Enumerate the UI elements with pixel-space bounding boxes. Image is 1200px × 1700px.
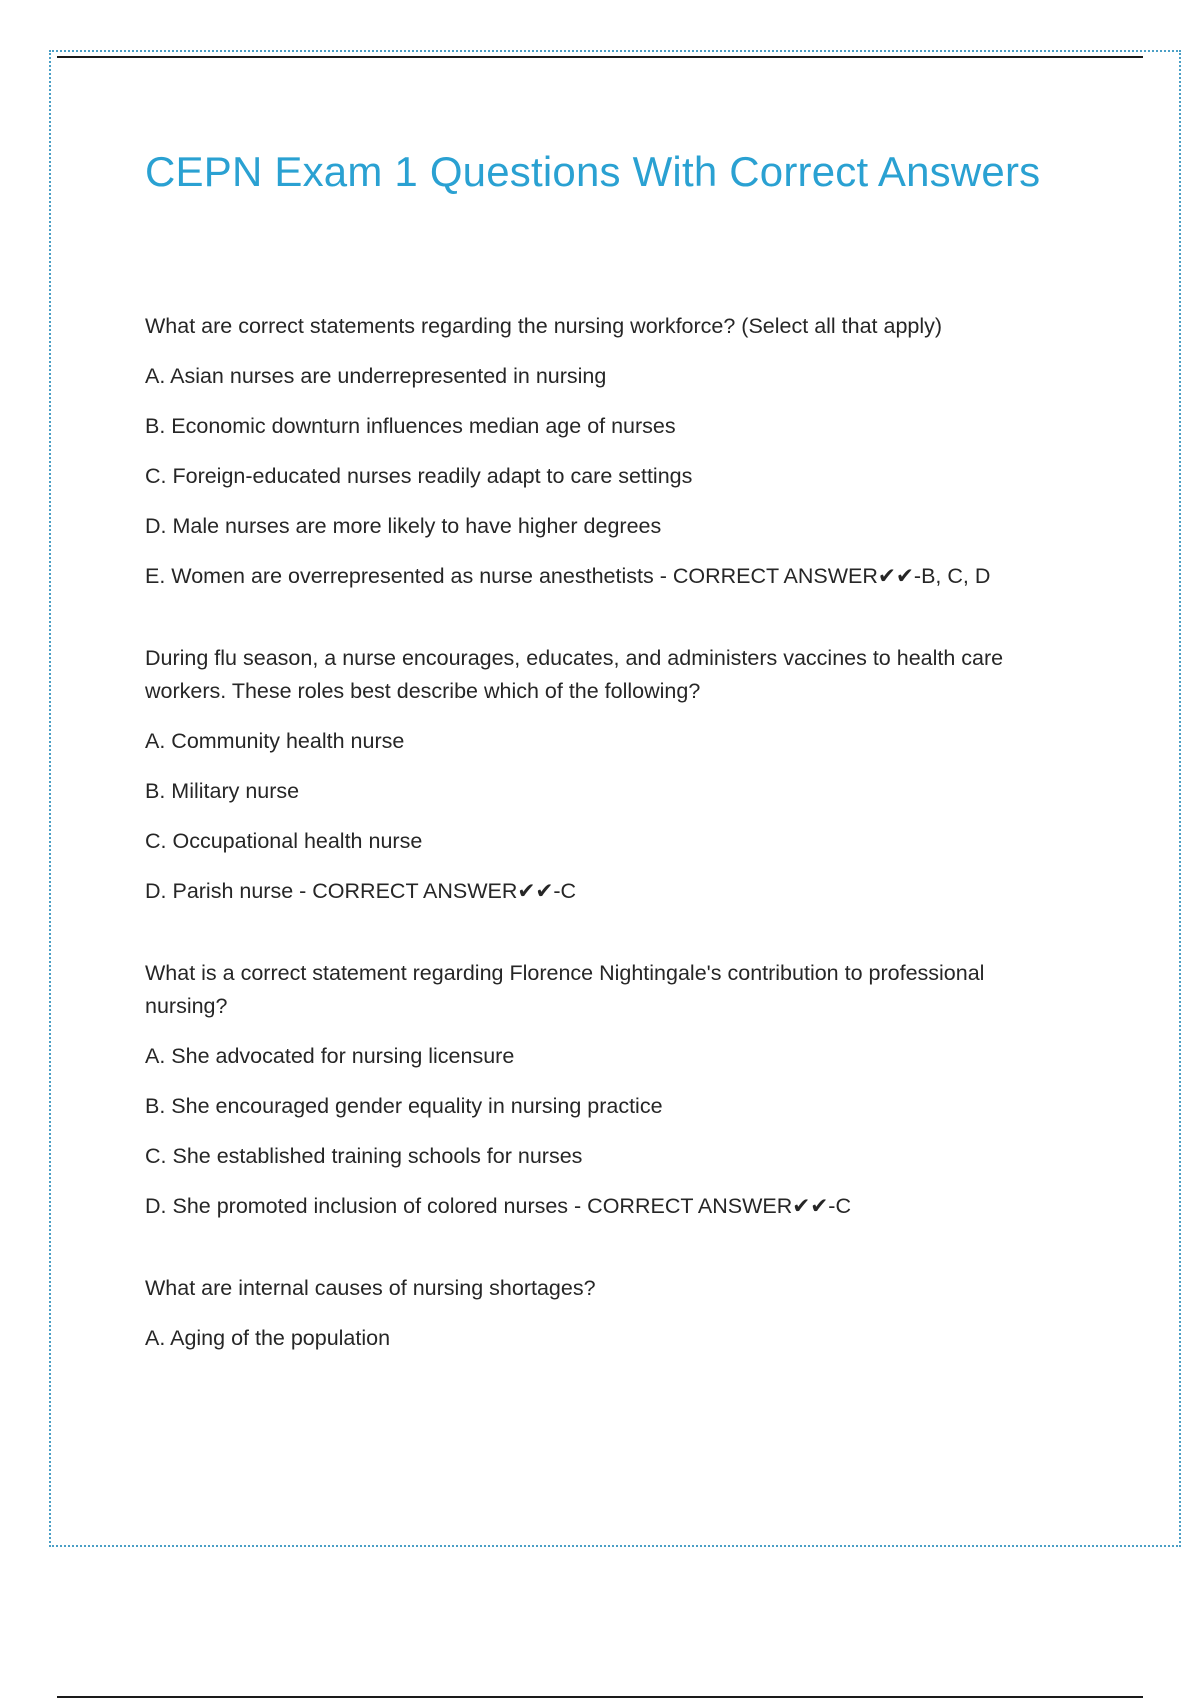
- option-d: D. Male nurses are more likely to have higher degrees: [145, 514, 662, 538]
- option-a: A. Asian nurses are underrepresented in nursing: [145, 364, 607, 388]
- option-b: B. Economic downturn influences median age of nurses: [145, 414, 676, 438]
- option-a: A. She advocated for nursing licensure: [145, 1044, 515, 1068]
- option-b: B. Military nurse: [145, 779, 300, 803]
- correct-answer-value: C: [560, 879, 577, 903]
- option-a: A. Community health nurse: [145, 729, 405, 753]
- option-c: C. Foreign-educated nurses readily adapt to care settings: [145, 464, 693, 488]
- option-e: E. Women are overrepresented as nurse anesthetists: [145, 564, 654, 588]
- answer-separator: -: [293, 879, 313, 903]
- question-3: [145, 957, 1045, 1223]
- option-c: C. She established training schools for nurses: [145, 1144, 583, 1168]
- question-1: [145, 310, 1045, 593]
- page-title: CEPN Exam 1 Questions With Correct Answers: [145, 148, 1041, 195]
- option-d-with-answer: [145, 875, 1045, 908]
- option-e-with-answer: [145, 560, 1045, 593]
- question-text: What is a correct statement regarding Florence Nightingale's contribution to professional nursing?: [145, 961, 985, 1018]
- correct-answer-label: CORRECT ANSWER✔✔-: [672, 564, 922, 588]
- correct-answer-label: CORRECT ANSWER✔✔-: [312, 879, 561, 903]
- header-rule: [57, 56, 1143, 58]
- question-text: During flu season, a nurse encourages, educates, and administers vaccines to health care workers. These roles best describe which of the following?: [145, 646, 1004, 703]
- correct-answer-value: B, C, D: [921, 564, 991, 588]
- question-4: [145, 1272, 1045, 1355]
- question-2: [145, 642, 1045, 908]
- option-d-with-answer: [145, 1190, 1045, 1223]
- question-text: What are internal causes of nursing shortages?: [145, 1276, 596, 1300]
- correct-answer-label: CORRECT ANSWER✔✔-: [587, 1194, 836, 1218]
- question-list: [145, 310, 1045, 1372]
- correct-answer-value: C: [835, 1194, 851, 1218]
- option-d: D. She promoted inclusion of colored nurses: [145, 1194, 569, 1218]
- option-b: B. She encouraged gender equality in nursing practice: [145, 1094, 663, 1118]
- option-d: D. Parish nurse: [145, 879, 294, 903]
- answer-separator: -: [653, 564, 673, 588]
- option-c: C. Occupational health nurse: [145, 829, 423, 853]
- question-text: What are correct statements regarding the nursing workforce? (Select all that apply): [145, 314, 943, 338]
- footer-rule: [57, 1696, 1143, 1698]
- answer-separator: -: [568, 1194, 588, 1218]
- option-a: A. Aging of the population: [145, 1326, 391, 1350]
